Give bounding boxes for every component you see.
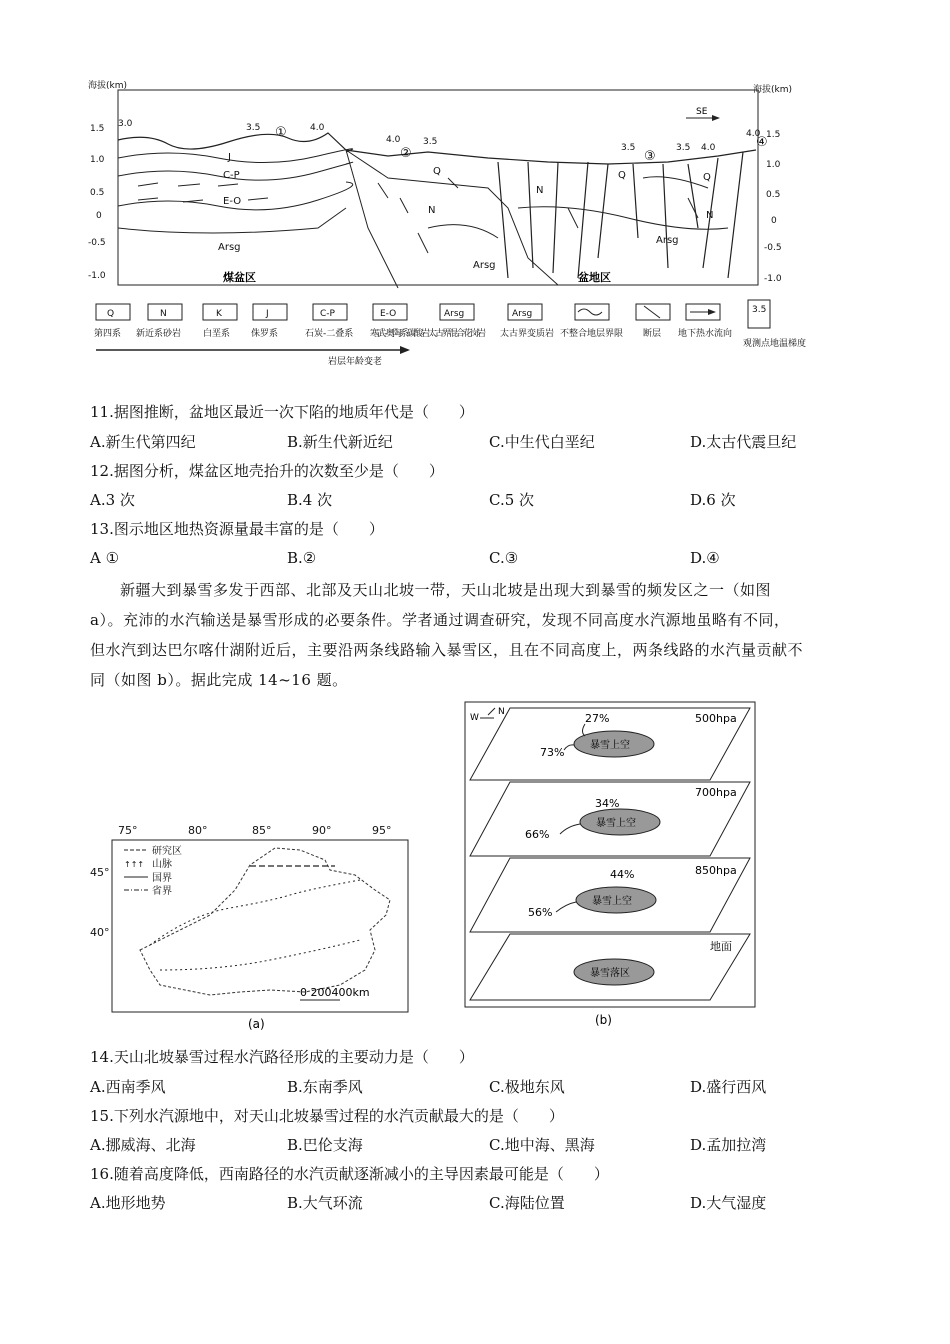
svg-text:山脉: 山脉 [152, 859, 172, 870]
svg-text:寒武-奥陶系碳酸岩: 寒武-奥陶系碳酸岩 [370, 329, 430, 339]
q15-option-b[interactable]: B.巴伦支海 [287, 1136, 363, 1154]
question-11-stem: 11.据图推断，盆地区最近一次下陷的地质年代是（ ） [90, 403, 474, 421]
svg-text:1.5: 1.5 [90, 124, 105, 134]
svg-text:700hpa: 700hpa [695, 786, 737, 799]
svg-text:80°: 80° [188, 824, 208, 837]
svg-text:Arsg: Arsg [218, 242, 241, 253]
legend-item [251, 304, 287, 339]
svg-text:3.5: 3.5 [676, 143, 691, 153]
svg-text:Arsg: Arsg [473, 260, 496, 271]
svg-text:暴雪落区: 暴雪落区 [590, 968, 630, 979]
region-basin: 盆地区 [578, 271, 611, 284]
svg-text:太古界变质岩: 太古界变质岩 [500, 329, 555, 339]
y-axis-label-left: 海拔(km) [88, 81, 128, 91]
svg-text:暴雪上空: 暴雪上空 [590, 740, 630, 751]
svg-text:观测点地温梯度: 观测点地温梯度 [743, 339, 807, 349]
svg-text:地下热水流向: 地下热水流向 [678, 329, 733, 339]
q16-option-c[interactable]: C.海陆位置 [489, 1194, 565, 1212]
layer-850 [470, 858, 750, 932]
legend-item [428, 304, 486, 339]
svg-text:↑↑↑: ↑↑↑ [124, 860, 145, 869]
svg-text:新近系砂岩: 新近系砂岩 [136, 329, 182, 339]
svg-text:3.5: 3.5 [246, 123, 261, 133]
legend-item [500, 304, 554, 339]
q11-option-c[interactable]: C.中生代白垩纪 [489, 433, 595, 451]
q13-option-d[interactable]: D.④ [690, 549, 720, 567]
q16-option-d[interactable]: D.大气湿度 [690, 1194, 767, 1212]
q13-option-c[interactable]: C.③ [489, 549, 519, 567]
svg-text:研究区: 研究区 [152, 846, 182, 857]
svg-text:-1.0: -1.0 [764, 274, 782, 284]
svg-text:N: N [536, 185, 544, 196]
legend-item [743, 300, 806, 349]
y-axis-label-right: 海拔(km) [753, 85, 793, 95]
svg-text:1.5: 1.5 [766, 130, 781, 140]
q11-option-a[interactable]: A.新生代第四纪 [90, 433, 196, 451]
q11-option-b[interactable]: B.新生代新近纪 [287, 433, 393, 451]
question-14-stem: 14.天山北坡暴雪过程水汽路径形成的主要动力是（ ） [90, 1048, 474, 1066]
svg-text:-0.5: -0.5 [764, 243, 782, 253]
q16-option-a[interactable]: A.地形地势 [90, 1194, 166, 1212]
svg-text:44%: 44% [610, 868, 635, 881]
passage: 新疆大到暴雪多发于西部、北部及天山北坡一带，天山北坡是出现大到暴雪的频发区之一（如图 a）。充沛的水汽输送是暴雪形成的必要条件。学者通过调查研究，发现不同高度水汽源地虽略有不同， 但水汽到达巴尔喀什湖附近后，主要沿两条线路输入暴雪区，且在不同高度上，两条线路的水汽量贡献不 同（如图 b）。据此完成 14~16 题。 [90, 581, 804, 689]
svg-text:0: 0 [96, 211, 102, 221]
svg-text:Q: Q [618, 170, 626, 181]
q12-option-c[interactable]: C.5 次 [489, 491, 535, 509]
map-legend [124, 844, 182, 897]
q12-option-b[interactable]: B.4 次 [287, 491, 333, 509]
svg-text:N: N [160, 309, 167, 319]
svg-text:3.5: 3.5 [752, 305, 767, 315]
q13-option-a[interactable]: A ① [90, 549, 120, 567]
q15-option-a[interactable]: A.挪威海、北海 [90, 1136, 196, 1154]
svg-text:-1.0: -1.0 [88, 271, 106, 281]
svg-text:4.0: 4.0 [701, 143, 716, 153]
svg-text:Q: Q [703, 172, 711, 183]
svg-text:暴雪上空: 暴雪上空 [592, 896, 632, 907]
svg-text:第四系: 第四系 [94, 329, 122, 339]
svg-text:暴雪上空: 暴雪上空 [596, 818, 636, 829]
legend-item [370, 304, 430, 339]
site-4: ④ [756, 135, 768, 150]
svg-text:Q: Q [107, 309, 115, 319]
q11-option-d[interactable]: D.太古代震旦纪 [690, 433, 797, 451]
legend-item [94, 304, 130, 339]
svg-text:500hpa: 500hpa [695, 712, 737, 725]
svg-text:地面: 地面 [710, 940, 732, 953]
q15-option-d[interactable]: D.孟加拉湾 [690, 1136, 767, 1154]
age-axis-label: 岩层年龄变老 [328, 357, 383, 367]
q15-option-c[interactable]: C.地中海、黑海 [489, 1136, 595, 1154]
compass-n: N [498, 707, 505, 717]
legend-item [636, 304, 670, 339]
site-2: ② [400, 146, 412, 161]
svg-text:K: K [216, 309, 222, 319]
site-3: ③ [644, 149, 656, 164]
layer-ground [470, 934, 750, 1000]
legend-item [560, 304, 623, 339]
svg-text:27%: 27% [585, 712, 610, 725]
xinjiang-map [90, 820, 420, 1035]
question-13-stem: 13.图示地区地热资源量最丰富的是（ ） [90, 520, 384, 538]
svg-text:太古界混合花岗岩: 太古界混合花岗岩 [428, 329, 486, 339]
q13-option-b[interactable]: B.② [287, 549, 317, 567]
svg-text:56%: 56% [528, 906, 553, 919]
svg-text:C-P: C-P [223, 170, 240, 181]
svg-text:0.5: 0.5 [766, 190, 781, 200]
svg-text:3.5: 3.5 [621, 143, 636, 153]
layers-caption: (b) [595, 1013, 612, 1027]
svg-text:N: N [706, 210, 714, 221]
svg-text:-0.5: -0.5 [88, 238, 106, 248]
svg-text:90°: 90° [312, 824, 332, 837]
map-scale: 0 200400km [300, 986, 370, 999]
legend-item [136, 304, 182, 339]
svg-text:国界: 国界 [152, 873, 172, 884]
svg-text:1.0: 1.0 [766, 160, 781, 170]
svg-text:E-O: E-O [223, 196, 242, 207]
svg-text:34%: 34% [595, 797, 620, 810]
svg-text:N: N [428, 205, 436, 216]
svg-text:省界: 省界 [152, 886, 172, 897]
legend-item [305, 304, 353, 339]
svg-text:Arsg: Arsg [512, 309, 533, 319]
svg-text:4.0: 4.0 [310, 123, 325, 133]
svg-text:0.5: 0.5 [90, 188, 105, 198]
svg-text:J: J [266, 309, 269, 319]
legend-item [203, 304, 237, 339]
map-caption: (a) [248, 1017, 265, 1031]
svg-text:Arsg: Arsg [444, 309, 465, 319]
q14-option-d[interactable]: D.盛行西风 [690, 1078, 767, 1096]
q14-option-b[interactable]: B.东南季风 [287, 1078, 363, 1096]
svg-text:75°: 75° [118, 824, 138, 837]
question-16-stem: 16.随着高度降低，西南路径的水汽贡献逐渐减小的主导因素最可能是（ ） [90, 1165, 609, 1183]
svg-text:66%: 66% [525, 828, 550, 841]
svg-text:95°: 95° [372, 824, 392, 837]
q14-option-c[interactable]: C.极地东风 [489, 1078, 565, 1096]
svg-text:Q: Q [433, 166, 441, 177]
svg-text:40°: 40° [90, 926, 110, 939]
svg-text:4.0: 4.0 [386, 135, 401, 145]
svg-text:45°: 45° [90, 866, 110, 879]
svg-text:侏罗系: 侏罗系 [251, 329, 279, 339]
geologic-section-diagram [88, 78, 808, 383]
q12-option-a[interactable]: A.3 次 [90, 491, 135, 509]
q16-option-b[interactable]: B.大气环流 [287, 1194, 363, 1212]
svg-text:1.0: 1.0 [90, 155, 105, 165]
site-1: ① [275, 125, 287, 140]
svg-text:0: 0 [771, 216, 777, 226]
svg-text:3.0: 3.0 [118, 119, 133, 129]
svg-text:不整合地层界限: 不整合地层界限 [560, 329, 624, 339]
question-12-stem: 12.据图分析，煤盆区地壳抬升的次数至少是（ ） [90, 462, 444, 480]
svg-text:3.5: 3.5 [423, 137, 438, 147]
legend-item [678, 304, 732, 339]
compass-w: W [470, 713, 479, 723]
svg-text:石炭-二叠系: 石炭-二叠系 [305, 329, 354, 339]
svg-text:J: J [228, 152, 231, 163]
q12-option-d[interactable]: D.6 次 [690, 491, 736, 509]
question-15-stem: 15.下列水汽源地中，对天山北坡暴雪过程的水汽贡献最大的是（ ） [90, 1107, 564, 1125]
svg-text:E-O: E-O [380, 309, 397, 319]
svg-text:73%: 73% [540, 746, 565, 759]
q14-option-a[interactable]: A.西南季风 [90, 1078, 166, 1096]
svg-text:白垩系: 白垩系 [203, 329, 231, 339]
direction-label: SE [696, 107, 708, 117]
svg-text:Arsg: Arsg [656, 235, 679, 246]
svg-text:85°: 85° [252, 824, 272, 837]
vapor-layer-diagram [460, 700, 760, 1030]
svg-text:C-P: C-P [320, 309, 335, 319]
svg-text:4.0: 4.0 [746, 129, 761, 139]
svg-text:850hpa: 850hpa [695, 864, 737, 877]
region-coal-basin: 煤盆区 [223, 271, 256, 284]
layer-500 [470, 708, 750, 780]
layer-700 [470, 782, 750, 856]
svg-text:断层: 断层 [643, 329, 662, 339]
